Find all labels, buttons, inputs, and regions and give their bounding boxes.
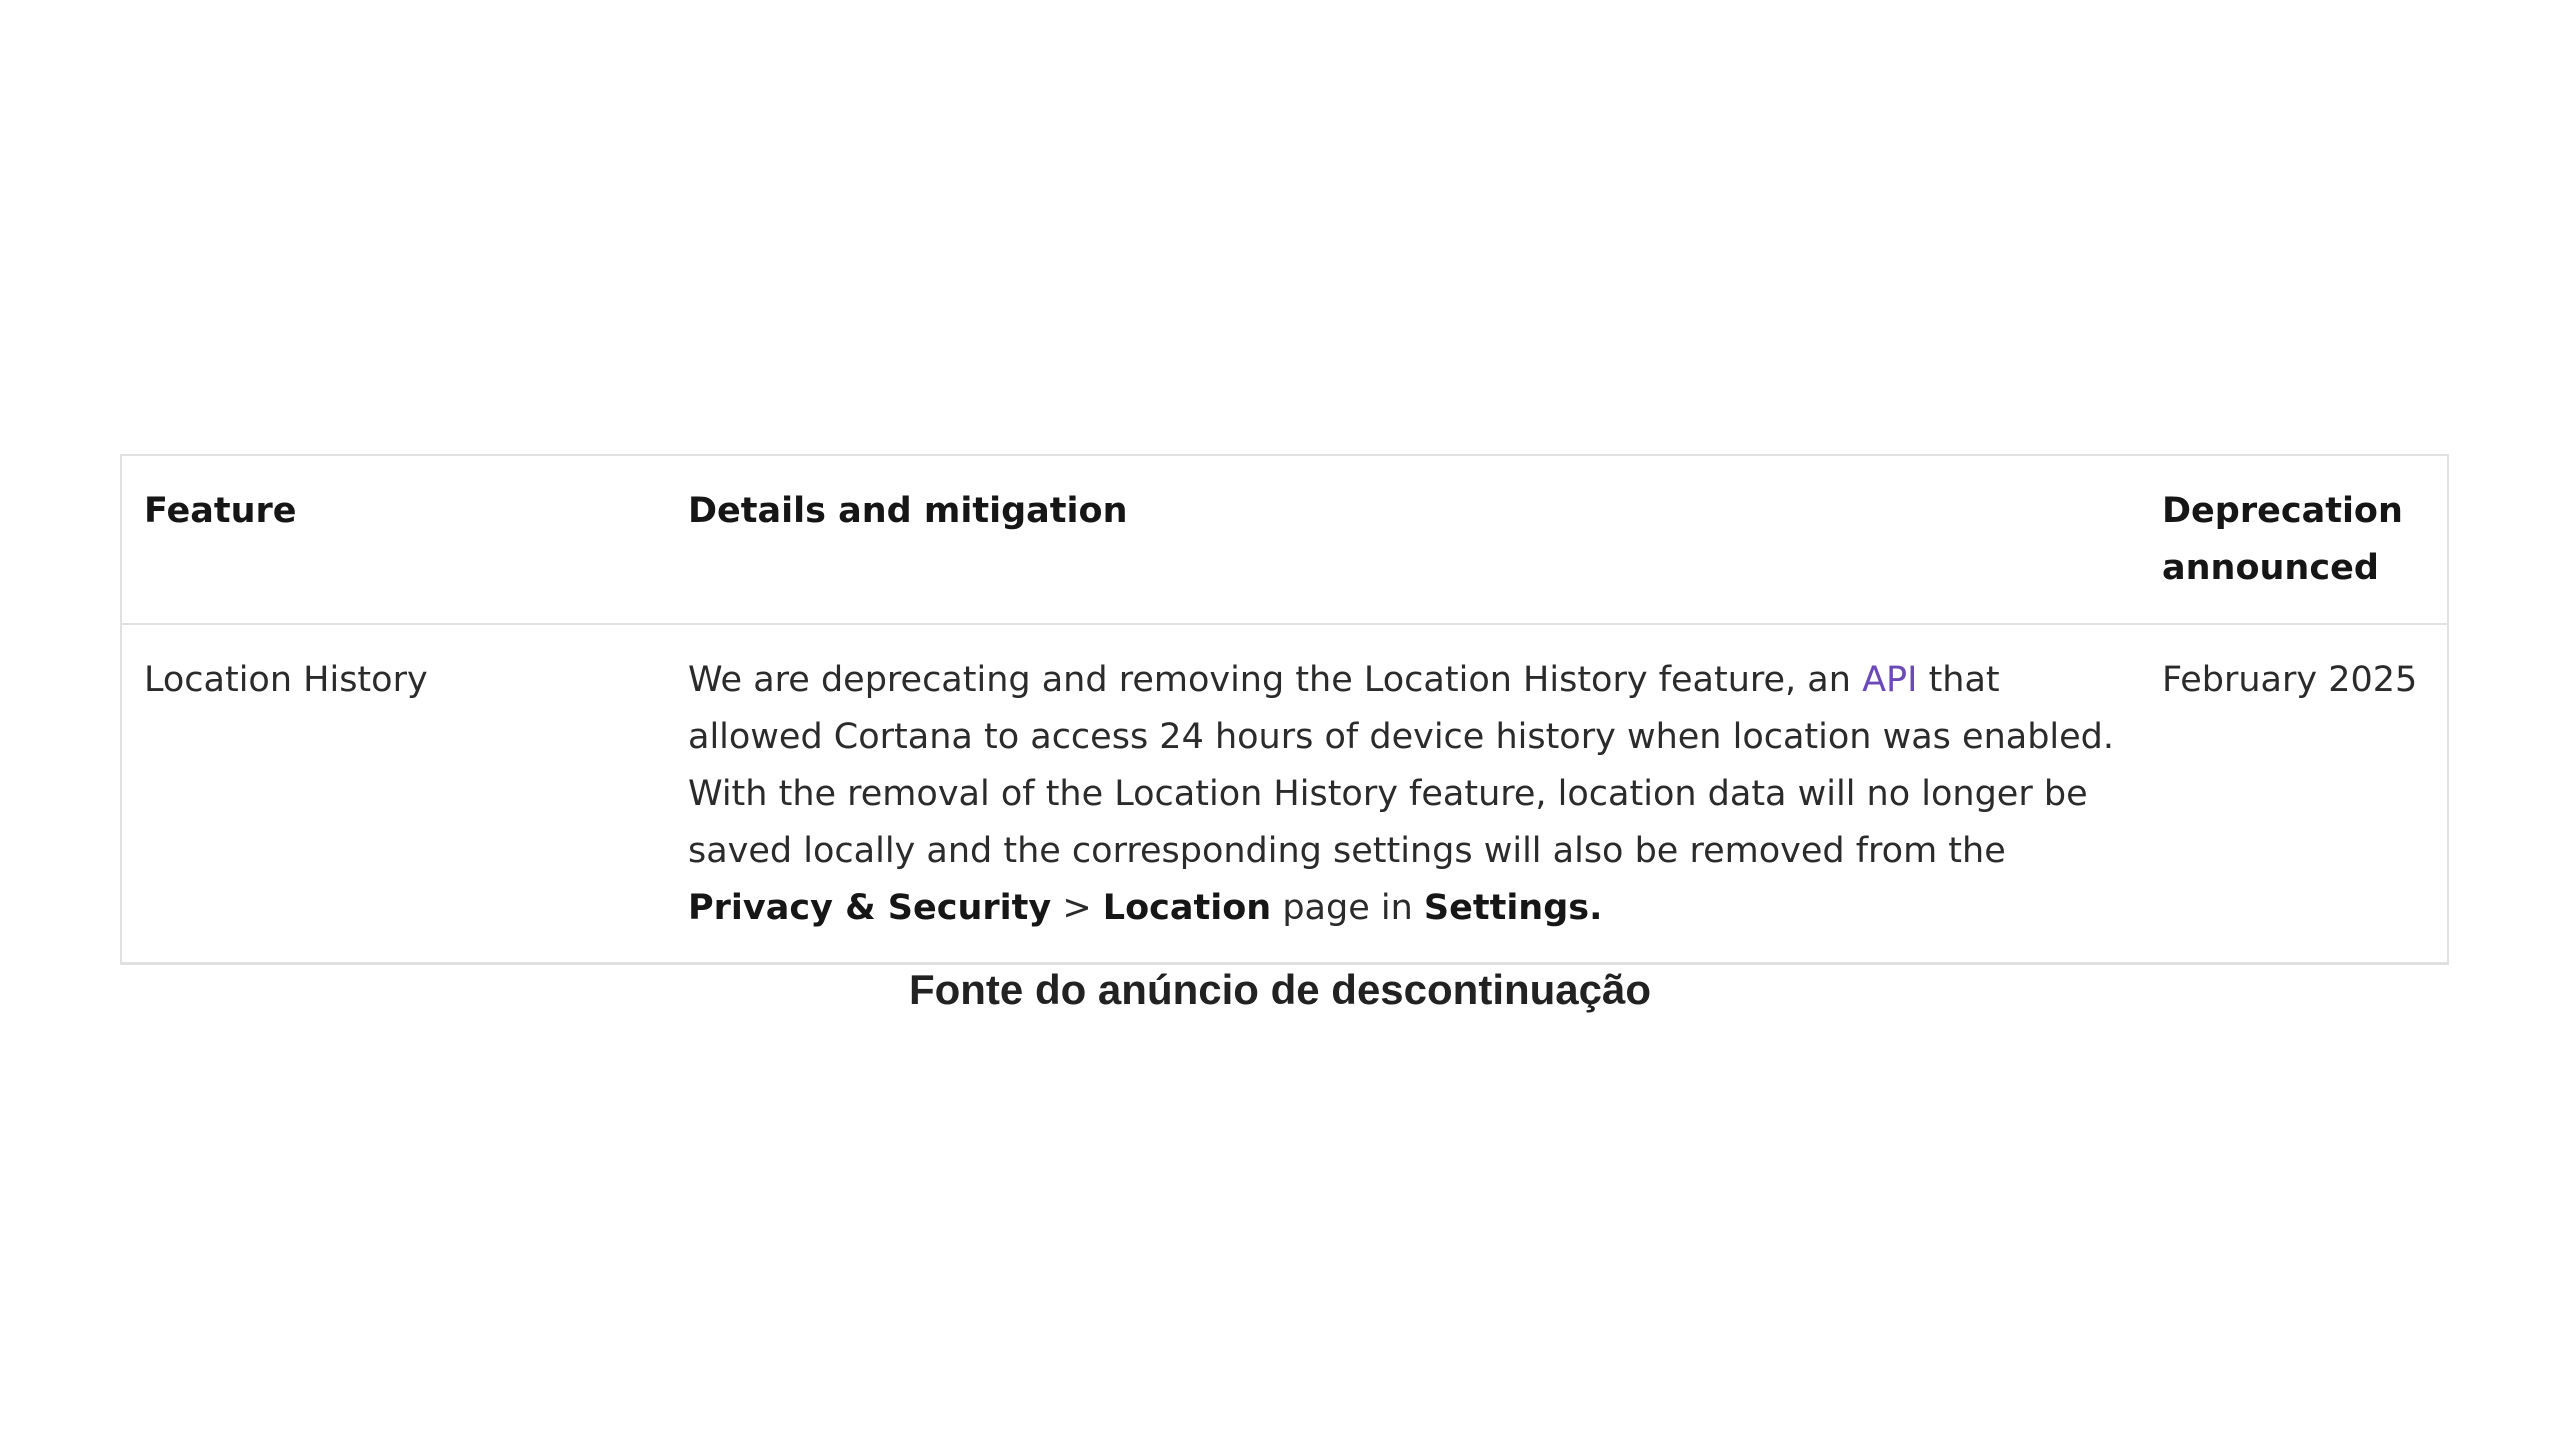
table-row <box>122 624 2447 964</box>
details-text: . <box>1589 888 1603 928</box>
privacy-security-label: Privacy & Security <box>688 888 1052 928</box>
details-text: that allowed Cortana to access 24 hours of device history when location was enabled. With the removal of the Location History feature, location data will no longer be saved locally and the corresponding settings will also be removed from the <box>688 660 2115 871</box>
cell-deprecation-announced: February 2025 <box>2140 624 2447 964</box>
header-details: Details and mitigation <box>666 456 2140 624</box>
cell-details <box>666 624 2140 964</box>
caption: Fonte do anúncio de descontinuação <box>908 966 1652 1013</box>
settings-label: Settings <box>1423 888 1590 928</box>
deprecation-table <box>122 456 2447 965</box>
deprecation-table-container <box>120 454 2449 965</box>
details-text: We are deprecating and removing the Location History feature, an <box>688 660 1863 700</box>
header-deprecation-announced: Deprecation announced <box>2140 456 2447 624</box>
details-text: > <box>1051 888 1103 928</box>
api-link[interactable]: API <box>1862 660 1918 700</box>
table-header-row <box>122 456 2447 624</box>
location-label: Location <box>1102 888 1272 928</box>
header-feature: Feature <box>122 456 666 624</box>
details-text: page in <box>1271 888 1424 928</box>
cell-feature: Location History <box>122 624 666 964</box>
